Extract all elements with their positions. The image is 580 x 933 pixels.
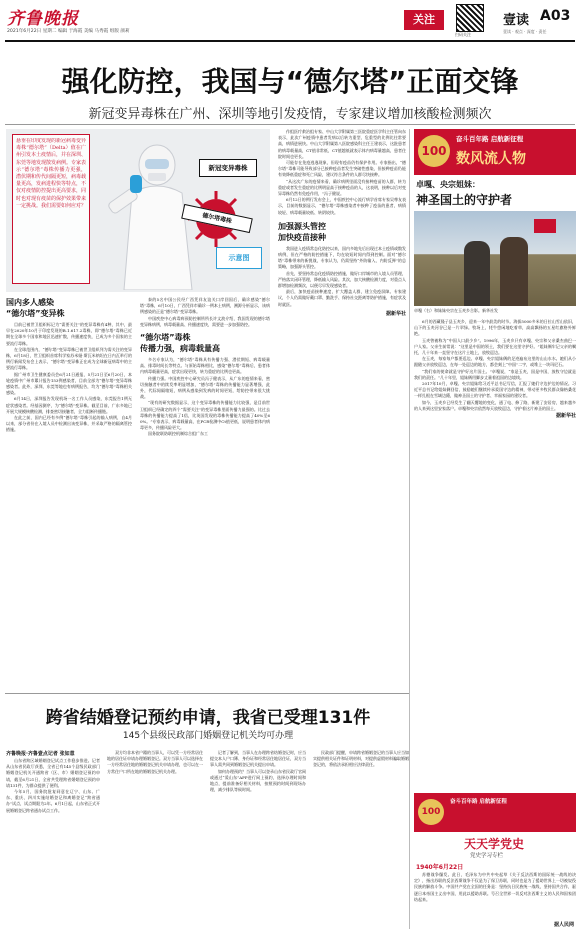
paragraph: 6月14日，深圳报告发现机场一名工作人员感染，东莞报告1例无症状感染者。经基因测序，为“德尔塔”变异株。截至目前，广东多地已开展大规模核酸检测，排查密切接触者，全力阻断传播链。 — [6, 396, 132, 414]
bottom-column-1 — [6, 758, 100, 928]
subhead-2b: 传播力强，病毒载量高 — [140, 344, 220, 354]
virus-label: 德尔塔毒株 — [181, 204, 253, 233]
paragraph: 中国疾控中心病毒病预防控制所所长许文波介绍，我国发现的德尔塔变异株病例，病毒载量高、传播速度快，需要进一步加强防控。 — [140, 315, 270, 327]
page-number: A03 — [540, 8, 571, 24]
history-logo: 100 — [418, 799, 444, 825]
dateline: 2021年6月22日 星期二 编辑 于海霞 美编 马秀霞 组版 颜莉 — [7, 29, 130, 34]
paragraph: 据广州市卫生健康委员会6月21日通报，5月21日至6月20日，本轮疫情中广州市累计报告153例感染者，目前全部为“德尔塔”变异毒株感染者。此外，深圳、东莞等地也有病例报告，均为“德尔塔”毒株相关感染。 — [6, 371, 132, 396]
paragraph: 民政部门提醒，申请跨省婚姻登记的当事人应当如实提供相关证件和证明材料，对提供虚假材料骗取婚姻登记的，将依法承担相应法律责任。 — [313, 750, 409, 768]
paragraph: 如今，玉麦乡已经发生了翻天覆地的变化，通了电、修了路，新建了安居房，越来越多的人来到这里安家落户。卓嘎和央宗依然每天放牧巡边，守护着这片神圣的国土。 — [414, 399, 576, 411]
paragraph: 最后，加快疫苗接种速度，扩大覆盖人群，建立免疫屏障。专家建议，个人仍需做好戴口罩、勤洗手、保持社交距离等防护措施，有症状及时就医。 — [278, 289, 406, 307]
lead-text: 悬垂在印度发现的新冠病毒变异毒株“德尔塔”（Delta）值在广州引发本土疫情后，并在深圳、东莞等地发现散发病例。专家表示“德尔塔”毒株传播力更强，潜伏期和传代间隔更短，病毒载量更高，发病进程快等特点，不仅对疫情防控提出更高要求，同时也对现有疫苗的保护效果带来一定挑战。我们需要如何应对？ — [16, 138, 86, 209]
paragraph: 6月的西藏隆子县玉麦乡，迎来一年中最美的时节。海拔5000多米的日拉山雪山依旧，山下的玉麦河谷已是一片翠绿。牧场上，牦牛悠闲地吃着草，高高飘扬的五星红旗格外鲜艳。 — [414, 319, 576, 337]
person-left — [464, 241, 490, 306]
centenary-logo: 100 — [418, 135, 450, 167]
history-title: 天天学党史 — [464, 837, 525, 851]
photo-caption: 卓嘎（右）和妹妹央宗在玉麦乡合影。新华社发 — [414, 308, 498, 313]
byline: 据新华社 — [385, 310, 406, 317]
headline-subtitle: 新冠变异毒株在广州、深圳等地引发疫情，专家建议增加核酸检测频次 — [88, 107, 492, 122]
paragraph: 双方均非本省户籍的当事人，可以凭一方经常居住地的居住证申请办理婚姻登记。双方当事人可以选择在一方经常居住地的婚姻登记机关申请办理，也可以在一方常住户口所在地的婚姻登记机关办理。 — [107, 750, 203, 774]
article-column-1 — [6, 297, 132, 687]
paragraph: 在玉麦，每家每户都要巡边。卓嘎、央宗姐妹俩的足迹遍布这里的山山水水。她们从小跟随父亲放牧巡边，在每一处巡边的地方，都会刻上“中国”二字，或堆上一块玛尼石。 — [414, 356, 576, 368]
history-band-text: 奋斗百年路 启航新征程 — [450, 799, 507, 805]
illustration — [6, 129, 270, 292]
paragraph: 泰的5名中国公民经广西凭祥友谊关口岸回国后，确诊感染“德尔塔”毒株，6月10日，广西凭祥市确诊一例本土病例，溯源分析显示，该病例感染的正是“德尔塔”变异毒株。 — [140, 297, 270, 315]
history-date: 1940年6月22日 — [416, 864, 464, 871]
subhead-3b: 加快疫苗接种 — [278, 232, 326, 242]
qr-caption: 扫码关注 — [455, 32, 471, 37]
history-subtitle: 党史学习专栏 — [470, 853, 504, 859]
masthead — [0, 0, 580, 42]
paragraph: 国务院联防联控机制综合组广东工 — [148, 431, 208, 437]
paragraph: 今年5月，国务院批复同意在辽宁、山东、广东、重庆、四川实施结婚登记和离婚登记“跨省通办”试点，试点期限为2年。6月1日起，山东省正式开展婚姻登记跨省通办试点工作。 — [6, 789, 100, 813]
history-text: 苏德战争爆发。此日，毛泽东为中共中央起草《关于反法西斯的国际统一战线的决定》，指出苏联的反法西斯战争不仅是为了保卫苏联，同时也是为了援助世界上一切被奴役民族的解放斗争。中国共产党在全国的任务是：坚持抗日民族统一战线，坚持国共合作，驱逐日本帝国主义出中国，用此以援助苏联。号召全世界一切反对法西斯主义的人民和国家团结起来。 — [414, 872, 576, 902]
masthead-rule — [5, 40, 575, 42]
paragraph: 多名专家认为，“德尔塔”毒株具有传播力强、潜伏期短、病毒载量高、排毒时间长等特点。与原始毒株相比，感染“德尔塔”毒株后，患者体内病毒载量更高，症状出现更快，转为重症的比例也更高。 — [140, 357, 270, 375]
feature-column — [414, 129, 576, 789]
subhead-3: 加强源头管控 — [278, 221, 326, 231]
feature-banner — [414, 129, 576, 175]
paragraph: 目前已被世卫组织标记为“需要关注”的变异毒株有4种，其中，最早在2020年10月于印度发现的B.1.617.2毒株，即“德尔塔”毒株已近期在全球多个国家和地区迅速扩散，传播速度快，已成为多个国家的主要流行毒株。 — [6, 322, 132, 346]
subhead-1: 国内多人感染 — [6, 298, 54, 307]
masthead-tagline: 壹读 · 观点 · 深度 · 责任 — [503, 29, 547, 34]
history-banner — [414, 794, 576, 832]
bottom-story-rule — [5, 693, 409, 694]
paragraph: 首先，要坚持常态化疫情防控措施，做好口岸城市的入境人员管理，严格落实闭环管理，降低输入风险。其次，加大核酸检测力度，对重点人群增加检测频次，以便尽早发现感染者。 — [278, 270, 406, 289]
paragraph: 记者了解到，当事人在办理跨省结婚登记时，应当提交本人户口簿、身份证和经常居住地居住证，双方当事人需共同到婚姻登记机关提出申请。 — [210, 750, 306, 768]
paragraph: 可能存在免疫逃逸现象，但现有疫苗仍有保护作用。专家指出，“德尔塔”毒株可能导致部分已接种疫苗者发生突破性感染，但接种疫苗仍能有效降低重症和死亡风险，建议符合条件的人群尽快接种。 — [278, 160, 406, 178]
qr-code-icon — [456, 4, 484, 32]
bottom-column-3 — [210, 750, 306, 928]
bottom-column-4 — [313, 750, 409, 928]
paragraph: “现有的研究数据显示，这个变异毒株的传播能力比较强，是目前世卫组织已经确定的四个“需要关注”的变异毒株里面传播力最强的。比过去毒株的传播能力提高了1倍，比英国发现的毒株传播能力提高了40%至60%。”专家表示，病毒载量高，在PCR检测中Ct值更低，说明患者体内病毒更多，传播风险更大。 — [140, 400, 270, 431]
flag — [534, 219, 556, 233]
person-right — [500, 237, 528, 306]
paragraph: “从这次广东的疫情来看，确诊病例里面没有接种疫苗的人群，转为重症或者发生重症的比例明显高于接种疫苗的人，这表明，接种以后对变异毒株仍然有免疫作用，”冯子健说。 — [278, 178, 406, 197]
article-column-2 — [140, 297, 270, 687]
headline: 强化防控，我国与“德尔塔”正面交锋 — [61, 65, 519, 98]
paragraph: 玉麦曾被称为“中国人口最少乡”。1996年，玉麦乡只有卓嘎、央宗和父亲桑杰曲巴一户人家。父亲生前常说：“这里是中国的领土，我们要在这里守护好。”姐妹俩牢记父亲的嘱托，几十年来一直坚守在这片土地上，放牧巡边。 — [414, 337, 576, 356]
paragraph: 在此之前，国内已经有多例“德尔塔”毒株引起的输入病例，自4月以来，部分省份在入境人员中检测出该变异株，并采取严格的隔离管控措施。 — [6, 415, 132, 433]
paragraph: 在全球范围内，“德尔塔”变异毒株已被世卫组织列为需关注的变异株，6月18日，世卫组织首席科学家苏米娅·斯瓦米纳坦在日内瓦举行的例行新闻发布会上表示，“德尔塔”变异株正在成为全球新冠病毒中的主要流行毒株。 — [6, 346, 132, 371]
column-divider — [409, 129, 410, 929]
section-tag: 关注 — [404, 10, 444, 30]
newspaper-logo: 齐鲁晚报 — [7, 9, 79, 29]
paragraph: 山东省跨区域婚姻登记试点工作稳步推进。记者从山东省民政厅获悉，全省已有145个县级民政部门婚姻登记机关开通跨省（区、市）婚姻登记预约申请，截至6月21日，全省共受理跨省婚姻登记预约申请131件，为群众提供了便利。 — [6, 758, 100, 788]
bottom-subtitle: 145个县级民政部门婚姻登记机关均可办理 — [122, 731, 294, 741]
bottom-headline: 跨省结婚登记预约申请，我省已受理131件 — [45, 708, 371, 728]
party-history-box — [414, 793, 576, 930]
lead-box — [12, 134, 90, 284]
diagram-sign: 示意图 — [216, 247, 262, 269]
feature-photo — [414, 211, 576, 306]
history-byline: 据人民网 — [553, 922, 574, 928]
paragraph: 6月12日的例行发布会上，中国疾控中心流行病学首席专家吴尊友表示，目前的数据显示，“德尔塔”毒株感染者中接种了疫苗的患者，病情较轻、病毒载量较低、转阴较快。 — [278, 197, 406, 215]
feature-body — [414, 319, 576, 724]
edition-label: 壹读 — [503, 13, 530, 28]
byline: 据新华社 — [555, 413, 576, 420]
paragraph: “我们家的使命就是守护好这片国土。”卓嘎说，“家是玉麦，国是中国，放牧守边就是我们的责任。”几十年里，姐妹俩用脚步丈量着祖国的边境线。 — [414, 368, 576, 380]
feature-column-name: 数风流人物 — [456, 151, 526, 167]
paragraph: 2017年10月，卓嘎、央宗姐妹给习近平总书记写信，汇报了她们守边护边的情况。习近平总书记给姐妹俩回信，鼓励她们继续传承爱国守边的精神，带动更多牧民群众像格桑花一样扎根在雪域边陲，做神圣国土的守护者、幸福家园的建设者。 — [414, 381, 576, 399]
feature-person: 卓嘎、央宗姐妹： — [416, 180, 480, 189]
paragraph: 作组医疗救治组专家、中山大学附属第三医院重症医学科主任管向东表示，此次广州疫情中患者发病以后转为重型、危重型的比例比往常要高，病情进展快。中山大学附属第八医院感染科主任王建表示，这批患者的病毒载量高，CT值非常低，CT值越低就表示体内病毒量越高，患者住院时间也更长。 — [278, 129, 406, 159]
subhead-2: “德尔塔”毒株 — [140, 333, 191, 343]
variant-box-label: 新冠变异毒株 — [199, 159, 257, 177]
article-column-3 — [278, 129, 406, 687]
bottom-column-2 — [107, 750, 203, 928]
feature-title: 神圣国土的守护者 — [416, 193, 513, 207]
paragraph: 我国进入疫情常态化防控以来，国内多地先后出现过本土疫情或散发病例，但在严格的防控措施下，均在较短时间内得到控制。面对“德尔塔”毒株带来的新挑战，专家认为，仍需坚持“外防输入、内防反弹”的总策略，加强源头管控。 — [278, 245, 406, 270]
headline-rule — [5, 124, 575, 125]
subhead-1b: “德尔塔”变异株 — [6, 309, 65, 318]
paragraph: 传播力强。中国疾控中心研究员冯子健表示，从广东的疫情来看，密切接触者中的续发率明显增加，“德尔塔”毒株的传播能力显著增强，此外，代际间隔缩短，病例从感染到发病的时间更短，给防控带来很大挑战。 — [140, 375, 270, 400]
bottom-reporter: 齐鲁晚报·齐鲁壹点记者 张如意 — [6, 751, 75, 757]
feature-band-text: 奋斗百年路 启航新征程 — [456, 135, 524, 143]
paragraph: 如何办理预约？当事人可以登录山东省民政厅官网或通过“爱山东”APP进行网上预约，选择办理时间和地点，提前准备好相关材料，按照预约时间到现场办理，减少排队等候时间。 — [210, 768, 306, 793]
